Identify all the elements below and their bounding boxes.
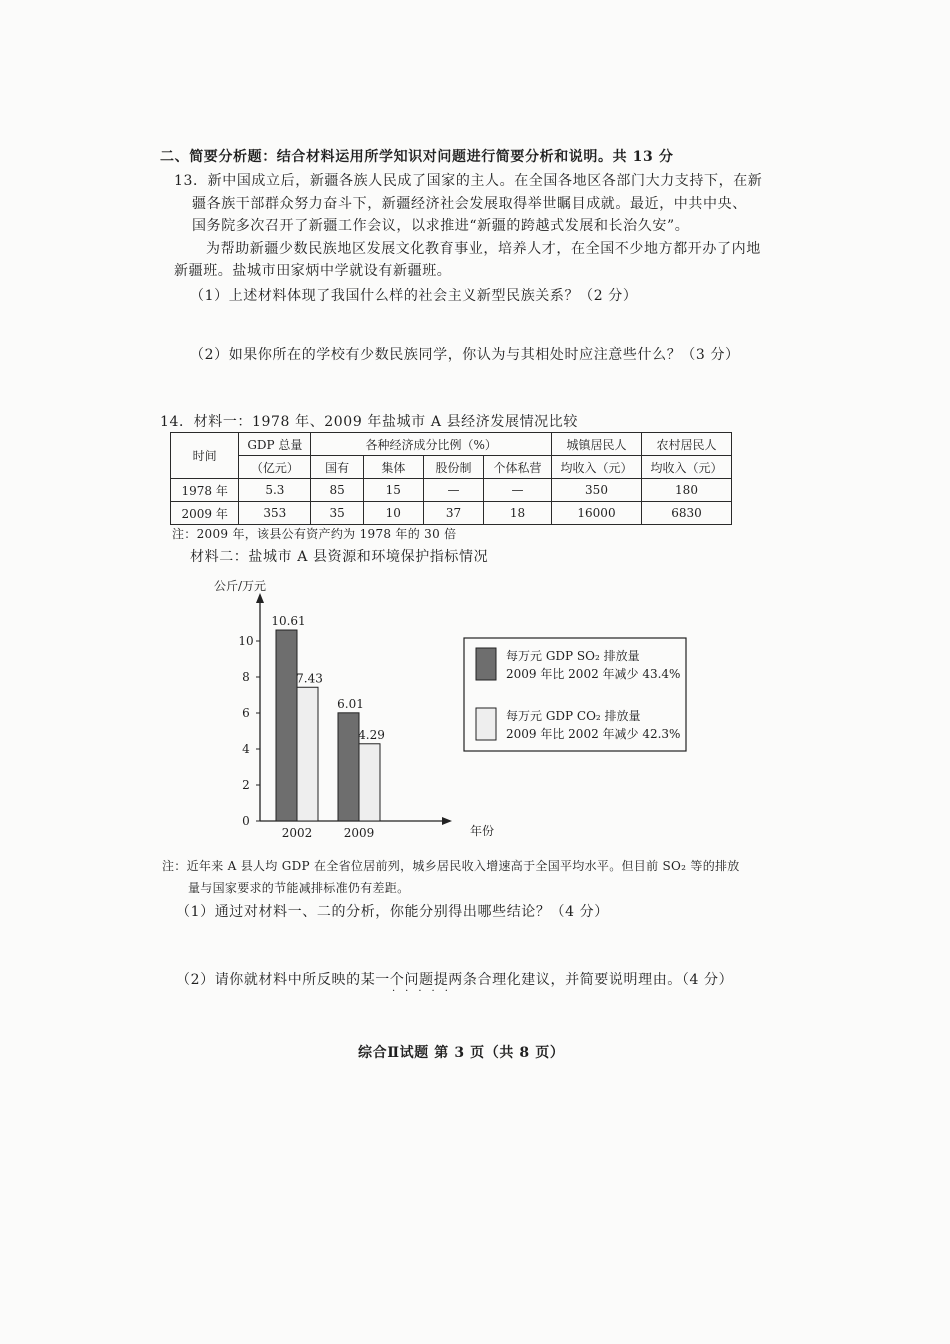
legend-series-name: 每万元 GDP CO₂ 排放量 [506, 709, 641, 723]
header-collective: 集体 [363, 456, 423, 479]
y-tick-label: 6 [242, 706, 250, 720]
chart-note-line-2: 量与国家要求的节能减排标准仍有差距。 [188, 881, 410, 895]
cell-state: 35 [311, 502, 363, 525]
x-tick-label: 2009 [343, 826, 375, 840]
bar [338, 713, 359, 821]
bar [359, 744, 380, 821]
cell-year: 2009 年 [171, 502, 239, 525]
cell-share: 37 [423, 502, 483, 525]
x-axis-label: 年份 [469, 824, 495, 838]
header-urban-2: 均收入（元） [552, 456, 642, 479]
cell-collective: 15 [363, 479, 423, 502]
cell-private: — [484, 479, 552, 502]
y-tick-label: 2 [242, 778, 250, 792]
q13-subquestion-1: （1）上述材料体现了我国什么样的社会主义新型民族关系？（2 分） [190, 288, 638, 304]
q13-line-5: 新疆班。盐城市田家炳中学就设有新疆班。 [174, 263, 452, 279]
header-ratio: 各种经济成分比例（%） [311, 433, 552, 456]
header-gdp-1: GDP 总量 [239, 433, 311, 456]
q13-line-2: 疆各族干部群众努力奋斗下，新疆经济社会发展取得举世瞩目成就。最近，中共中央、 [192, 196, 747, 212]
bar-value-label: 7.43 [296, 671, 323, 686]
cell-share: — [423, 479, 483, 502]
cell-rural: 6830 [642, 502, 732, 525]
page-footer: 综合Ⅱ试题 第 3 页（共 8 页） [358, 1045, 565, 1061]
cell-collective: 10 [363, 502, 423, 525]
legend-series-note: 2009 年比 2002 年减少 43.4% [506, 667, 681, 681]
legend-series-name: 每万元 GDP SO₂ 排放量 [506, 649, 640, 663]
table-row [171, 479, 732, 502]
emphasis-dots: ····· [392, 986, 458, 997]
y-tick-label: 8 [242, 670, 250, 684]
emission-bar-chart [210, 575, 700, 845]
y-axis-arrow [256, 593, 264, 603]
bar [276, 630, 297, 821]
bar-value-label: 6.01 [337, 696, 364, 711]
y-tick-label: 4 [242, 742, 250, 756]
header-gdp-2: （亿元） [239, 456, 311, 479]
y-axis-label: 公斤/万元 [213, 579, 267, 593]
section-heading: 二、简要分析题：结合材料运用所学知识对问题进行简要分析和说明。共 13 分 [160, 149, 674, 165]
x-tick-label: 2002 [281, 826, 313, 840]
economy-table [170, 432, 732, 525]
table-note: 注：2009 年，该县公有资产约为 1978 年的 30 倍 [172, 527, 457, 541]
q14-subquestion-1: （1）通过对材料一、二的分析，你能分别得出哪些结论？（4 分） [176, 904, 609, 920]
q13-line-4: 为帮助新疆少数民族地区发展文化教育事业，培养人才，在全国不少地方都开办了内地 [206, 241, 761, 257]
header-share: 股份制 [423, 456, 483, 479]
cell-year: 1978 年 [171, 479, 239, 502]
cell-urban: 350 [552, 479, 642, 502]
q13-line-1: 13．新中国成立后，新疆各族人民成了国家的主人。在全国各地区各部门大力支持下，在新 [174, 173, 763, 189]
q14-material1-title: 14．材料一：1978 年、2009 年盐城市 A 县经济发展情况比较 [160, 414, 578, 430]
x-axis-arrow [442, 817, 452, 825]
cell-urban: 16000 [552, 502, 642, 525]
q13-line-3: 国务院多次召开了新疆工作会议，以求推进“新疆的跨越式发展和长治久安”。 [192, 218, 690, 234]
header-time: 时间 [171, 433, 239, 479]
bar-value-label: 4.29 [358, 727, 385, 742]
header-private: 个体私营 [484, 456, 552, 479]
cell-gdp: 5.3 [239, 479, 311, 502]
legend-swatch [476, 708, 496, 740]
legend-series-note: 2009 年比 2002 年减少 42.3% [506, 727, 681, 741]
header-rural-2: 均收入（元） [642, 456, 732, 479]
cell-state: 85 [311, 479, 363, 502]
cell-gdp: 353 [239, 502, 311, 525]
chart-note-line-1: 注：近年来 A 县人均 GDP 在全省位居前列，城乡居民收入增速高于全国平均水平。但目前 SO₂ 等的排放 [162, 859, 740, 873]
header-state: 国有 [311, 456, 363, 479]
cell-private: 18 [484, 502, 552, 525]
y-tick-label: 10 [238, 634, 254, 648]
bar [297, 687, 318, 821]
header-rural-1: 农村居民人 [642, 433, 732, 456]
table-row [171, 502, 732, 525]
cell-rural: 180 [642, 479, 732, 502]
y-tick-label: 0 [242, 814, 250, 828]
q13-subquestion-2: （2）如果你所在的学校有少数民族同学，你认为与其相处时应注意些什么？（3 分） [190, 347, 740, 363]
q14-material2-title: 材料二：盐城市 A 县资源和环境保护指标情况 [190, 549, 489, 565]
legend-swatch [476, 648, 496, 680]
q14-subquestion-2: （2）请你就材料中所反映的某一个问题提两条合理化建议，并简要说明理由。（4 分） [176, 972, 734, 988]
bar-value-label: 10.61 [271, 614, 306, 629]
header-urban-1: 城镇居民人 [552, 433, 642, 456]
